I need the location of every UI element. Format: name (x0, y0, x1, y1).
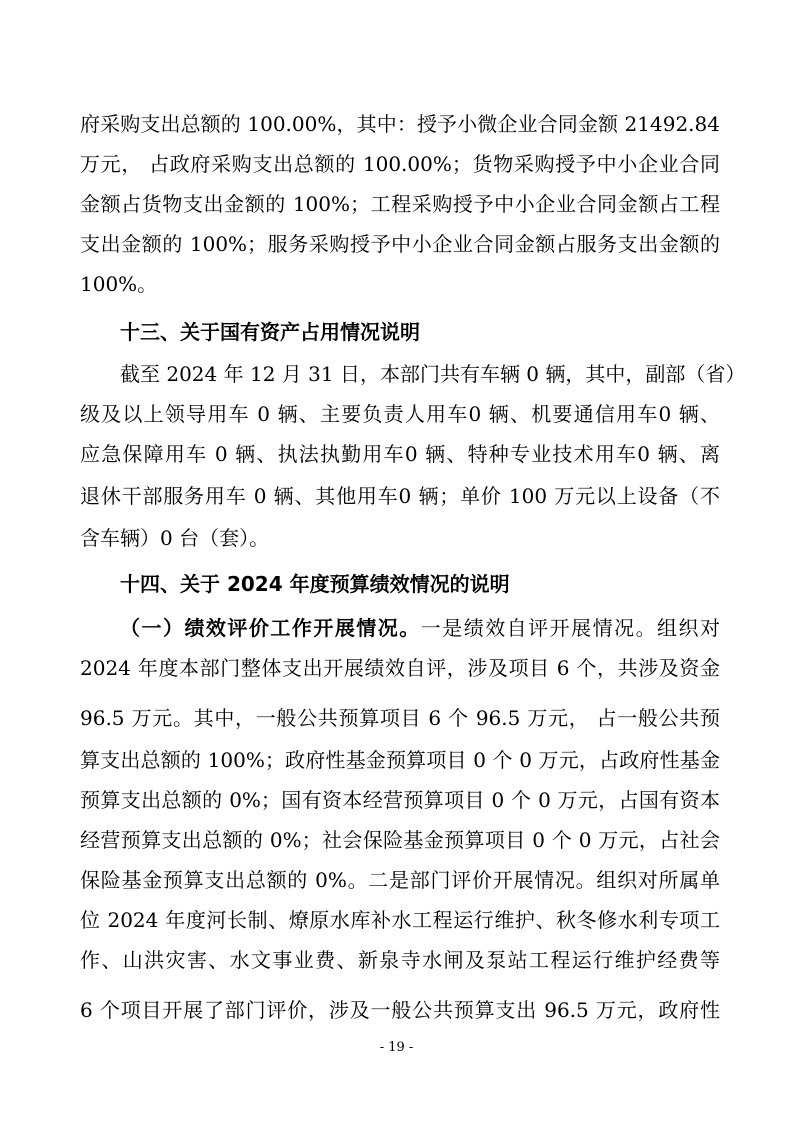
paragraph-line: 支出金额的 100%；服务采购授予中小企业合同金额占服务支出金额的 (80, 232, 720, 256)
page-number: - 19 - (379, 1040, 414, 1055)
paragraph-text: 一是绩效自评开展情况。组织对 (420, 616, 721, 640)
paragraph-line: 退休干部服务用车 0 辆、其他用车0 辆；单价 100 万元以上设备（不 (80, 484, 720, 508)
paragraph-line: 截至 2024 年 12 月 31 日，本部门共有车辆 0 辆，其中，副部（省） (120, 362, 746, 386)
paragraph-line: 保险基金预算支出总额的 0%。二是部门评价开展情况。组织对所属单 (80, 868, 720, 892)
subsection-lead: （一）绩效评价工作开展情况。 (120, 616, 421, 640)
paragraph-line (120, 614, 720, 642)
paragraph-line: 算支出总额的 100%；政府性基金预算项目 0 个 0 万元，占政府性基金 (80, 748, 720, 772)
paragraph-line: 位 2024 年度河长制、燎原水库补水工程运行维护、秋冬修水利专项工 (80, 908, 720, 932)
paragraph-line: 含车辆）0 台（套）。 (80, 526, 270, 550)
section-heading-13: 十三、关于国有资产占用情况说明 (120, 320, 420, 344)
paragraph-line: 100%。 (80, 272, 158, 296)
section-heading-14: 十四、关于 2024 年度预算绩效情况的说明 (120, 572, 510, 596)
paragraph-line: 96.5 万元。其中，一般公共预算项目 6 个 96.5 万元， 占一般公共预 (80, 706, 720, 730)
paragraph-line: 府采购支出总额的 100.00%，其中：授予小微企业合同金额 21492.84 (80, 112, 720, 136)
paragraph-line: 6 个项目开展了部门评价，涉及一般公共预算支出 96.5 万元，政府性 (80, 998, 720, 1022)
paragraph-line: 2024 年度本部门整体支出开展绩效自评，涉及项目 6 个，共涉及资金 (80, 656, 720, 680)
paragraph-line: 万元， 占政府采购支出总额的 100.00%；货物采购授予中小企业合同 (80, 152, 720, 176)
paragraph-line: 预算支出总额的 0%；国有资本经营预算项目 0 个 0 万元，占国有资本 (80, 788, 720, 812)
paragraph-line: 应急保障用车 0 辆、执法执勤用车0 辆、特种专业技术用车0 辆、离 (80, 442, 720, 466)
paragraph-line: 级及以上领导用车 0 辆、主要负责人用车0 辆、机要通信用车0 辆、 (80, 402, 720, 426)
paragraph-line: 经营预算支出总额的 0%；社会保险基金预算项目 0 个 0 万元，占社会 (80, 828, 720, 852)
paragraph-line: 作、山洪灾害、水文事业费、新泉寺水闸及泵站工程运行维护经费等 (80, 948, 720, 972)
paragraph-line: 金额占货物支出金额的 100%；工程采购授予中小企业合同金额占工程 (80, 192, 720, 216)
